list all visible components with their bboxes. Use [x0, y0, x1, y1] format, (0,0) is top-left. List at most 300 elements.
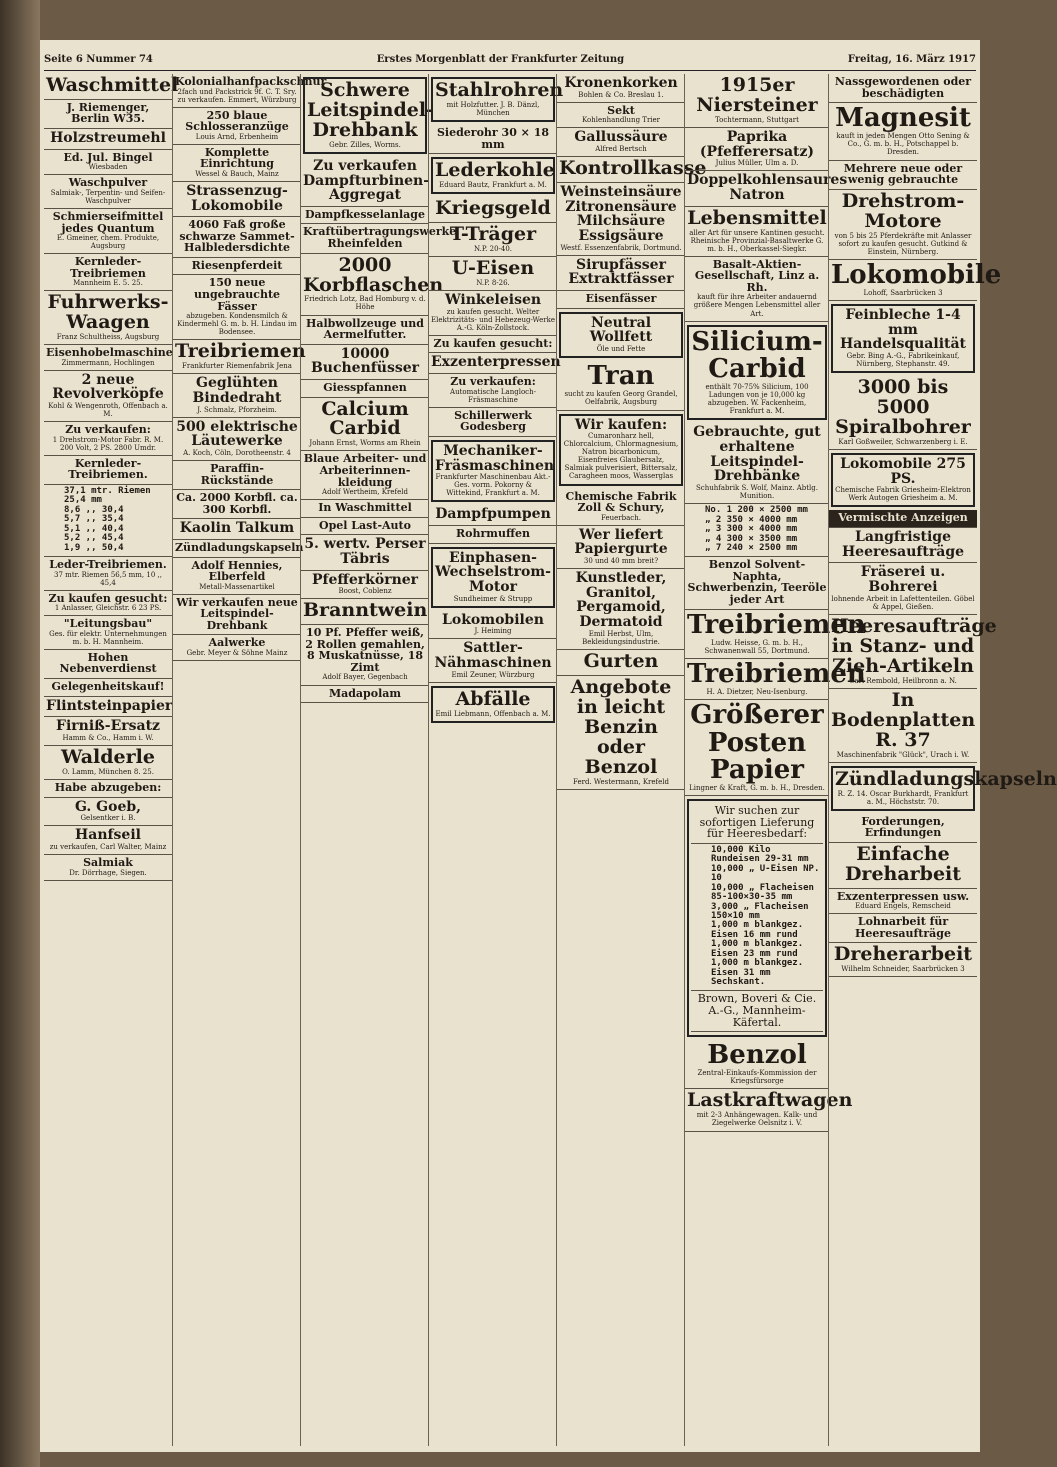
advertisement: [557, 526, 685, 569]
ad-body: Cumaronharz hell, Chlorcalcium, Chlormagnesium, Natron bicarbonicum, Eisenfreies Glaubersalz, Salmiak pulverisiert, Bittersalz, Caragheen moos, Wasserglas: [563, 432, 679, 481]
ad-headline: Lastkraftwagen: [687, 1089, 853, 1112]
ad-headline: Zu kaufen gesucht:: [48, 591, 168, 605]
advertisement: [829, 943, 977, 977]
ad-headline: Riesenpferdeit: [191, 258, 283, 272]
ad-headline: Fuhrwerks-Waagen: [47, 291, 169, 334]
list-item: 1,000 m blankgez. Eisen 16 mm rund: [711, 920, 804, 940]
ad-headline: Kunstleder, Granitol, Pergamoid, Dermatoid: [575, 570, 667, 631]
ad-headline: Gebrauchte, gut erhaltene Leitspindel-Drehbänke: [693, 424, 821, 485]
advertisement: [44, 345, 172, 371]
ad-body: enthält 70-75% Silicium, 100 Ladungen von je 10,000 kg abzugeben. W. Fackenheim, Frankfurt a. M.: [705, 383, 809, 416]
ad-body: N.P. 8-26.: [476, 278, 510, 287]
advertisement: [173, 340, 306, 374]
advertisement: [173, 595, 301, 636]
advertisement: [173, 558, 301, 595]
advertisement: [301, 316, 429, 345]
advertisement: [431, 157, 555, 194]
advertisement: [829, 528, 977, 563]
advertisement: [685, 423, 829, 504]
ad-headline: Forderungen, Erfindungen: [861, 814, 945, 840]
advertisement: [829, 689, 977, 763]
advertisement: [301, 380, 429, 398]
advertisement: [301, 518, 429, 536]
advertisement: [44, 679, 172, 697]
ad-headline: Holzstreumehl: [50, 130, 166, 147]
ad-headline: Eisenhobelmaschine: [46, 346, 173, 360]
binding-shadow: [0, 0, 40, 1467]
advertisement: [301, 157, 429, 207]
ad-headline: Lederkohle: [435, 159, 555, 182]
advertisement: [685, 128, 829, 171]
advertisement: [303, 77, 434, 154]
list-item: 3,000 „ Flacheisen 150×10 mm: [711, 901, 809, 921]
ad-body: Eduard Engels, Remscheid: [855, 902, 951, 911]
ad-headline: Calcium Carbid: [321, 397, 409, 440]
ad-headline: Wir kaufen:: [574, 416, 668, 433]
advertisement: [301, 224, 457, 253]
ad-body: Kohlenhandlung Trier: [581, 116, 661, 125]
ad-body: 2fach und Packstrick 9f. C. T. Sry. zu verkaufen. Emmert, Würzburg: [177, 87, 297, 104]
ad-headline: Lokomobilen: [442, 611, 544, 628]
ad-body: zu kaufen gesucht. Welter Elektrizitäts- und Hebezeug-Werke A.-G. Köln-Zollstock.: [431, 307, 555, 332]
ad-headline: Zu kaufen gesucht:: [433, 336, 553, 350]
advertisement: [44, 697, 172, 718]
ad-headline: Kaolin Talkum: [179, 520, 295, 537]
ad-headline: Kronenkorken: [564, 75, 678, 91]
ad-body: Wessel & Bauch, Mainz: [195, 169, 279, 178]
column-6: [684, 74, 866, 1446]
ad-body: Gebr. Meyer & Söhne Mainz: [186, 648, 288, 657]
ad-headline: Habe abzugeben:: [54, 780, 162, 794]
ad-headline: 5. wertv. Perser Täbris: [304, 536, 426, 567]
advertisement: [557, 569, 685, 650]
ad-headline: Sekt: [607, 103, 635, 117]
ad-headline: 4060 Faß große schwarze Sammet-Halbledersdichte: [179, 218, 295, 255]
advertisement: [829, 510, 977, 528]
ad-headline: Benzol Solvent-Naphta, Schwerbenzin, Teeröle jeder Art: [687, 558, 827, 607]
ad-body: aller Art für unsere Kantinen gesucht. Rheinische Provinzial-Basaltwerke G. m. b. H., Oberkassel-Siegkr.: [689, 228, 825, 253]
ad-headline: U-Eisen: [451, 257, 535, 280]
ad-headline: Exzenterpressen: [431, 354, 561, 371]
ad-headline: Fräserei u. Bohrerei: [860, 564, 946, 596]
advertisement: [44, 371, 172, 422]
advertisement: [173, 635, 301, 661]
advertisement: [173, 217, 301, 258]
advertisement: [685, 171, 848, 206]
advertisement: [557, 183, 685, 256]
ad-body: Julius Müller, Ulm a. D.: [715, 159, 799, 168]
advertisement: [431, 440, 555, 503]
ad-body: von 5 bis 25 Pferdekräfte mit Anlasser sofort zu kaufen gesucht. Gutkind & Einstein, Nürnberg.: [834, 231, 972, 256]
ad-headline: Lokomobile: [831, 259, 1002, 290]
ad-headline: Sirupfässer Extraktfässer: [568, 256, 674, 288]
ad-headline: Dampfkesselanlage: [304, 207, 426, 221]
ad-headline: Siederohr 30 × 18 mm: [436, 126, 550, 151]
ad-headline: Zu verkaufen Dampfturbinen-Aggregat: [303, 157, 430, 204]
advertisement: [829, 161, 977, 190]
ad-headline: Benzol: [707, 1040, 807, 1071]
ad-body: N.P. 20-40.: [473, 244, 513, 253]
advertisement: [685, 557, 829, 609]
advertisement: [685, 74, 829, 128]
ad-body: Alfred Bertsch: [595, 145, 647, 154]
advertisement: [829, 74, 977, 103]
ad-headline: G. Goeb,: [74, 798, 142, 815]
ad-body: R. Z. 14. Oscar Burkhardt, Frankfurt a. M., Höchststr. 70.: [837, 789, 969, 806]
ad-body: Lohoff, Saarbrücken 3: [863, 288, 943, 297]
ad-body: abzugeben. Kondensmilch & Kindermehl G. m. b. H. Lindau im Bodensee.: [177, 312, 297, 337]
ad-body: Kohl & Wengenroth, Offenbach a. M.: [48, 402, 168, 419]
ad-headline: In Waschmittel: [318, 501, 412, 515]
list-item: 5,2 ,, 45,4: [64, 533, 124, 544]
ad-headline: Wir verkaufen neue Leitspindel-Drehbank: [176, 595, 298, 632]
list-item: 5,1 ,, 40,4: [64, 523, 124, 534]
ad-headline: Langfristige Heeresaufträge: [841, 529, 965, 560]
advertisement: [685, 1089, 853, 1131]
ad-headline: Schillerwerk Godesberg: [454, 408, 532, 434]
ad-body: Salmiak-, Terpentin- und Seifen-Waschpulver: [50, 188, 166, 205]
advertisement: [44, 291, 172, 345]
ad-headline: Doppelkohlensaures Natron: [687, 172, 848, 204]
advertisement: [685, 207, 829, 257]
list-item: „ 4 300 × 3500 mm: [705, 533, 798, 544]
ad-headline: Komplette Einrichtung: [200, 145, 274, 171]
ad-headline: Silicium-Carbid: [691, 326, 823, 384]
advertisement: [44, 456, 172, 485]
belt-list: [44, 485, 172, 557]
ad-body: Chemische Fabrik Griesheim-Elektron Werk Autogen Griesheim a. M.: [835, 486, 971, 503]
advertisement: [829, 376, 977, 450]
ad-headline: Walderle: [61, 746, 155, 768]
advertisement: [831, 766, 1057, 811]
header-right: Freitag, 16. März 1917: [847, 54, 976, 65]
advertisement: [301, 345, 429, 380]
ad-headline: Zu verkaufen:: [450, 375, 536, 389]
column-7: [828, 74, 1057, 1446]
ad-headline: Halbwollzeuge und Aermelfutter.: [305, 316, 424, 342]
list-item: 1,9 ,, 50,4: [64, 542, 124, 553]
ad-headline: T-Träger: [449, 223, 537, 246]
advertisement: [44, 746, 172, 780]
ad-headline: Paprika (Pfefferersatz): [699, 128, 815, 160]
ad-headline: Firniß-Ersatz: [56, 718, 160, 735]
advertisement: [44, 780, 172, 798]
ad-body: J. Schmalz, Pforzheim.: [197, 405, 277, 414]
ad-headline: Rohrmuffen: [456, 527, 530, 541]
advertisement: [431, 547, 555, 608]
ad-headline: Nassgewordenen oder beschädigten: [834, 75, 972, 100]
advertisement: [431, 77, 564, 122]
advertisement: [685, 700, 829, 796]
ad-body: E. Gmeiner, chem. Produkte, Augsburg: [56, 234, 160, 251]
order-firm: Brown, Boveri & Cie. A.-G., Mannheim-Käfertal.: [691, 991, 823, 1032]
ad-headline: Ed. Jul. Bingel: [63, 150, 153, 164]
ad-body: Metall-Massenartikel: [199, 582, 275, 591]
advertisement: [44, 591, 172, 617]
advertisement: [44, 254, 172, 291]
advertisement: [173, 540, 304, 558]
advertisement: [173, 418, 301, 461]
ad-body: Friedrich Lotz, Bad Homburg v. d. Höhe: [304, 295, 426, 312]
ad-headline: Vermischte Anzeigen: [838, 511, 968, 525]
ad-body: Bohlen & Co. Breslau 1.: [578, 90, 664, 99]
ad-headline: In Bodenplatten R. 37: [831, 688, 976, 751]
ad-headline: Dampfpumpen: [435, 506, 551, 523]
ad-headline: Adolf Hennies, Elberfeld: [191, 558, 283, 584]
advertisement: [557, 676, 685, 790]
ad-headline: Schwere Leitspindel-Drehbank: [307, 79, 434, 141]
ad-body: Karl Goßweiler, Schwarzenberg i. E.: [838, 437, 968, 446]
ad-headline: Neutral Wollfett: [589, 314, 653, 346]
newspaper-page: [40, 40, 1057, 1452]
ad-headline: Zündladungskapseln: [835, 767, 1057, 790]
ad-headline: Abfälle: [455, 687, 531, 710]
ad-headline: Mechaniker-Fräsmaschinen: [435, 442, 555, 474]
ad-body: Ludw. Heisse, G. m. b. H., Schwanenwall 55, Dortmund.: [704, 638, 810, 655]
ad-body: Gebr. Zilles, Worms.: [329, 140, 401, 149]
advertisement: [685, 1040, 829, 1089]
ad-headline: 500 elektrische Läutewerke: [176, 418, 298, 450]
ad-body: zu verkaufen, Carl Walter, Mainz: [49, 842, 167, 851]
ad-body: Tochtermann, Stuttgart: [715, 115, 799, 124]
ad-headline: Ca. 2000 Korbfl. ca. 300 Korbfl.: [176, 491, 298, 516]
ad-headline: Einphasen-Wechselstrom-Motor: [435, 549, 551, 595]
ad-headline: Dreherarbeit: [833, 943, 973, 966]
ad-headline: Hohen Nebenverdienst: [59, 650, 157, 676]
advertisement: [429, 611, 557, 640]
advertisement: [557, 128, 685, 157]
order-intro: Wir suchen zur sofortigen Lieferung für Heeresbedarf:: [691, 803, 823, 844]
ad-headline: Kernleder-Treibriemen.: [68, 456, 148, 482]
advertisement: [173, 258, 301, 276]
ad-headline: Gurten: [583, 649, 659, 672]
ad-body: Adolf Wertheim, Krefeld: [322, 488, 408, 497]
ad-body: Gebr. Bing A.-G., Fabrikeinkauf, Nürnberg, Stephanstr. 49.: [846, 352, 960, 369]
ad-headline: Salmiak: [83, 856, 133, 869]
ad-headline: Tran: [587, 361, 655, 392]
advertisement: [44, 150, 172, 176]
advertisement: [829, 843, 977, 889]
ad-headline: Kriegsgeld: [435, 197, 551, 220]
ad-body: A. Koch, Cöln, Dorotheenstr. 4: [183, 449, 291, 458]
advertisement: [557, 256, 685, 291]
ad-body: Johann Ernst, Worms am Rhein: [309, 439, 421, 448]
column-1: [44, 74, 179, 1446]
advertisement: [429, 125, 557, 154]
ad-body: Emil Zeuner, Würzburg: [451, 670, 535, 679]
ad-headline: Gallussäure: [574, 129, 668, 146]
advertisement: [44, 129, 172, 150]
advertisement: [829, 889, 977, 915]
advertisement: [829, 614, 997, 689]
advertisement: [44, 826, 172, 855]
ad-body: Frankfurter Riemenfabrik Jena: [182, 362, 292, 371]
header-center: Erstes Morgenblatt der Frankfurter Zeitung: [376, 54, 625, 65]
advertisement: [557, 489, 685, 526]
advertisement: [829, 190, 977, 260]
ad-headline: Schmierseifmittel jedes Quantum: [52, 209, 164, 235]
ad-headline: Pfefferkörner: [311, 571, 419, 588]
ad-headline: "Leitungsbau": [63, 617, 153, 631]
ad-body: Schuhfabrik S. Wolf, Mainz. Abtlg. Munition.: [695, 484, 819, 501]
ad-headline: Aalwerke: [208, 636, 266, 650]
advertisement: [557, 361, 685, 410]
list-item: 1,000 m blankgez. Eisen 23 mm rund: [711, 939, 804, 959]
ad-body: 37 mtr. Riemen 56,5 mm, 10 ,, 45,4: [54, 570, 162, 587]
ad-headline: Lohnarbeit für Heeresaufträge: [855, 915, 951, 940]
ad-headline: Heeresaufträge in Stanz- und Zieh-Artikeln: [831, 614, 997, 677]
advertisement: [557, 103, 685, 129]
ad-body: Gelsentker i. B.: [80, 814, 136, 823]
ad-headline: Leder-Treibriemen.: [49, 558, 167, 572]
ad-body: Zimmermann, Hochlingen: [61, 358, 155, 367]
lathe-list: [685, 504, 829, 557]
list-item: 10,000 „ Flacheisen 85-100×30-35 mm: [711, 882, 814, 903]
ad-headline: Branntwein: [303, 599, 428, 622]
advertisement: [173, 74, 327, 108]
advertisement: [44, 209, 172, 254]
advertisement: [829, 103, 977, 160]
ad-headline: Opel Last-Auto: [319, 518, 411, 532]
advertisement: [429, 336, 557, 354]
advertisement: [557, 650, 685, 676]
advertisement: [301, 398, 429, 452]
list-item: 1,000 m blankgez. Eisen 31 mm Sechskant.: [711, 958, 804, 988]
advertisement: [685, 257, 829, 322]
list-item: „ 7 240 × 2500 mm: [705, 542, 798, 553]
advertisement: [429, 223, 557, 257]
ad-headline: Einfache Dreharbeit: [844, 842, 962, 885]
advertisement: [831, 304, 975, 373]
ad-headline: Flintsteinpapier: [46, 697, 173, 714]
ad-body: Frankfurter Maschinenbau Akt.-Ges. vorm. Pokorny & Wittekind, Frankfurt a. M.: [435, 473, 551, 498]
ad-headline: Gelegenheitskauf!: [51, 680, 165, 694]
advertisement: [44, 717, 172, 746]
advertisement: [173, 490, 301, 519]
advertisement: [44, 855, 172, 881]
advertisement: [429, 408, 557, 437]
ad-headline: Feinbleche 1-4 mm Handelsqualität: [839, 306, 967, 353]
ad-body: Maschinenfabrik "Glück", Urach i. W.: [836, 750, 970, 759]
ad-body: Dr. Dörrhage, Siegen.: [69, 868, 147, 877]
list-item: 10,000 „ U-Eisen NP. 10: [711, 863, 820, 884]
ad-headline: Sattler-Nähmaschinen: [434, 640, 552, 672]
advertisement: [429, 505, 557, 526]
ad-body: mit Holzfutter. J. B. Dänzl, München: [446, 100, 540, 117]
advertisement: [829, 914, 977, 943]
advertisement: [431, 686, 555, 723]
advertisement: [44, 798, 172, 827]
ad-headline: Blaue Arbeiter- und Arbeiterinnen-kleidung: [303, 452, 427, 489]
ad-headline: Mehrere neue oder wenig gebrauchte: [843, 161, 963, 187]
advertisement: [44, 422, 172, 456]
ad-body: Franz Schultheiss, Augsburg: [56, 333, 160, 342]
ad-headline: Wer liefert Papiergurte: [574, 526, 668, 558]
list-item: „ 2 350 × 4000 mm: [705, 514, 798, 525]
advertisement: [829, 814, 977, 843]
ad-body: Zentral-Einkaufs-Kommission der Kriegsfürsorge: [697, 1069, 817, 1086]
ad-headline: 10000 Buchenfüsser: [310, 345, 420, 377]
ad-headline: Exzenterpressen usw.: [836, 889, 970, 903]
ad-headline: Treibriemen: [687, 658, 866, 689]
ad-body: Louis Arnd, Erbenheim: [195, 132, 279, 141]
ad-headline: Zündladungskapseln: [175, 540, 304, 554]
ad-body: kauft in jeden Mengen Otto Sening & Co., G. m. b. H., Potschappel b. Dresden.: [836, 132, 970, 157]
ad-headline: Lebensmittel: [687, 206, 827, 229]
column-4: [428, 74, 564, 1446]
list-item: 10,000 Kilo Rundeisen 29-31 mm: [711, 844, 809, 865]
order-box: [687, 799, 827, 1037]
advertisement: [173, 461, 301, 490]
ad-headline: Winkeleisen: [444, 292, 542, 309]
ad-body: mit 2-3 Anhängewagen. Kalk- und Ziegelwerke Oelsnitz i. V.: [696, 1111, 818, 1128]
ad-headline: Kolonialhanfpackschnur: [175, 75, 327, 88]
ad-body: Wiesbaden: [88, 163, 128, 172]
advertisement: [831, 453, 975, 507]
ad-headline: Waschpulver: [68, 176, 148, 190]
ad-headline: Treibriemen: [687, 609, 866, 640]
advertisement: [173, 519, 301, 540]
ad-body: Lingner & Kraft, G. m. b. H., Dresden.: [689, 784, 825, 793]
ad-headline: Hanfseil: [75, 827, 141, 844]
advertisement: [829, 259, 1002, 301]
advertisement: [173, 182, 301, 217]
advertisement: [301, 571, 429, 600]
ad-body: kauft für ihre Arbeiter andauernd größere Mengen Lebensmittel aller Art.: [693, 293, 821, 318]
list-item: No. 1 200 × 2500 mm: [705, 505, 808, 516]
ad-headline: Drehstrom-Motore: [841, 189, 965, 232]
advertisement: [301, 207, 429, 225]
ad-body: Carl Rembold, Heilbronn a. N.: [849, 676, 957, 685]
list-item: 37,1 mtr. Riemen 25,4 mm: [64, 486, 151, 506]
advertisement: [429, 353, 561, 374]
ad-headline: Treibriemen: [175, 340, 306, 363]
ad-headline: Zu verkaufen:: [65, 423, 151, 437]
advertisement: [44, 74, 179, 100]
ad-body: J. Heiming: [474, 627, 512, 636]
ad-headline: Madapolam: [328, 686, 402, 700]
ad-body: Adolf Bayer, Gegenbach: [322, 673, 408, 682]
ad-body: Westf. Essenzenfabrik, Dortmund.: [560, 243, 682, 252]
column-2: [172, 74, 327, 1446]
advertisement: [44, 175, 172, 209]
ad-body: Sundheimer & Strupp: [453, 594, 533, 603]
ad-headline: Stahlrohren: [435, 79, 564, 101]
ad-headline: 2 neue Revolverköpfe: [52, 371, 164, 403]
ad-headline: Giesspfannen: [323, 381, 407, 394]
advertisement: [173, 374, 301, 417]
advertisement: [173, 145, 301, 182]
ad-headline: Lokomobile 275 PS.: [840, 456, 966, 487]
advertisement: [44, 650, 172, 679]
list-item: „ 3 300 × 4000 mm: [705, 524, 798, 535]
advertisement: [44, 100, 172, 129]
ad-headline: 150 neue ungebrauchte Fässer: [193, 276, 281, 313]
advertisement: [301, 500, 429, 518]
advertisement: [429, 257, 557, 291]
column-5: [556, 74, 707, 1446]
ad-headline: Paraffin-Rückstände: [200, 462, 274, 487]
ad-body: O. Lamm, München 8. 25.: [62, 767, 154, 776]
advertisement: [44, 557, 172, 591]
ad-headline: Basalt-Aktien-Gesellschaft, Linz a. Rh.: [694, 257, 820, 294]
advertisement: [429, 526, 557, 544]
ad-headline: 250 blaue Schlosseranzüge: [185, 108, 289, 134]
ad-headline: Strassenzug-Lokomobile: [186, 182, 288, 214]
advertisement: [687, 325, 827, 421]
advertisement: [429, 197, 557, 223]
ad-headline: Eisenfässer: [585, 292, 657, 306]
